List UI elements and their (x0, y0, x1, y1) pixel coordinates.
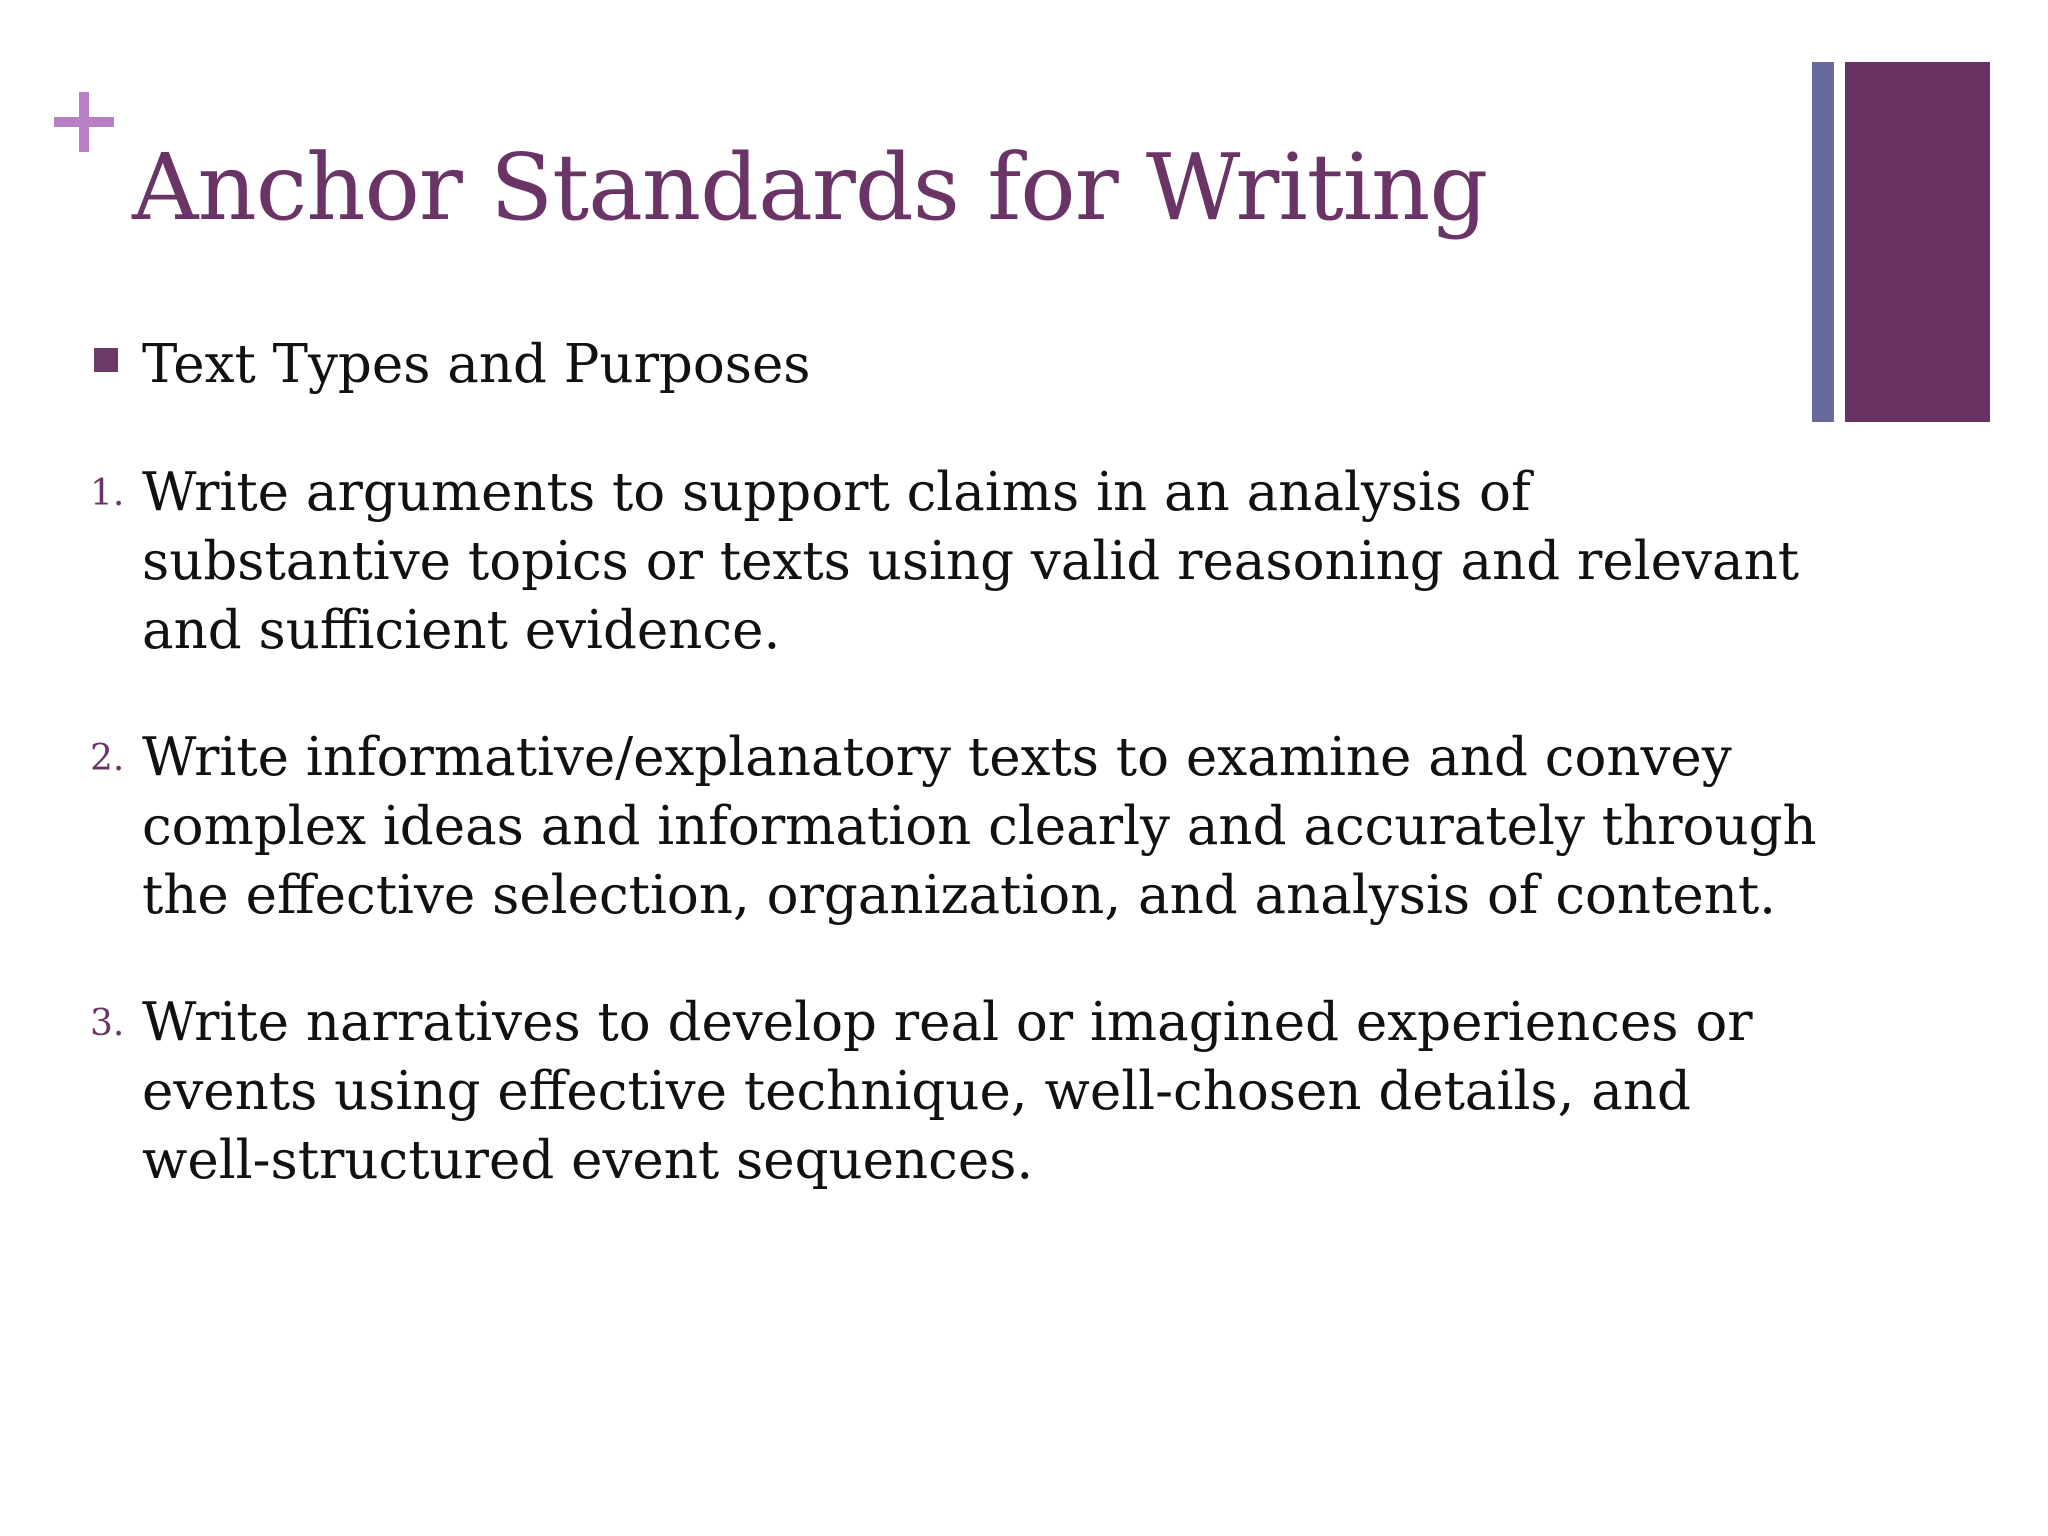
numbered-item-2 (90, 723, 1817, 930)
decorative-bar-thin (1812, 62, 1834, 422)
bullet-item (90, 330, 1770, 400)
plus-icon-vertical (79, 92, 89, 152)
item-number: 2. (90, 738, 125, 779)
item-text: Write informative/explanatory texts to examine and convey complex ideas and information clearly and accurately through the effective selection, organization, and analysis of content. (142, 727, 1817, 926)
item-text: Write narratives to develop real or imagined experiences or events using effective technique, well-chosen details, and well-structured event sequences. (142, 992, 1753, 1191)
bullet-label: Text Types and Purposes (142, 334, 811, 395)
item-text: Write arguments to support claims in an analysis of substantive topics or texts using valid reasoning and relevant and sufficient evidence. (142, 462, 1800, 661)
item-number: 1. (90, 473, 125, 514)
numbered-item-3 (90, 988, 1770, 1195)
square-bullet-icon (94, 348, 118, 372)
item-number: 3. (90, 1003, 125, 1044)
slide-content (90, 330, 1817, 1195)
numbered-item-1 (90, 458, 1800, 665)
decorative-bar-wide (1845, 62, 1990, 422)
slide-title: Anchor Standards for Writing (132, 134, 1488, 241)
plus-icon (54, 92, 114, 152)
